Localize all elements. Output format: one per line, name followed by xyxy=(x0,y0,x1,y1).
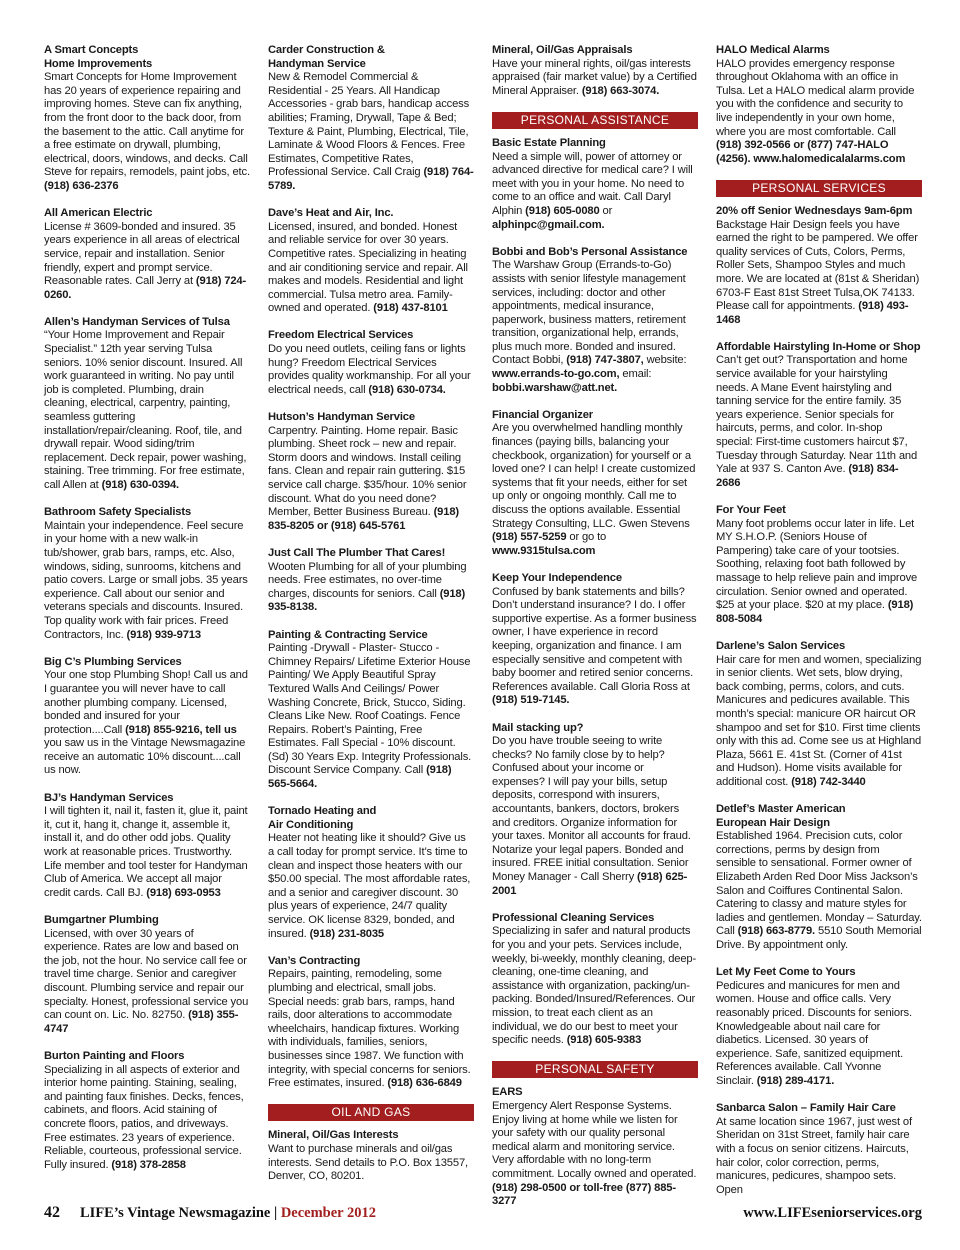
listing-title: BJ’s Handyman Services xyxy=(44,791,174,804)
listing-title: Mail stacking up? xyxy=(492,721,584,734)
listing-title: Just Call The Plumber That Cares! xyxy=(268,546,446,559)
listing-text: The Warshaw Group (Errands-to-Go) assists with senior lifestyle management services, including: doctor and other appointments, medical insurance, paperwork, business matters, retirement transition, organizational help, errands, plus much more. Bonded and insured. Contact Bobbi, xyxy=(492,259,686,367)
listing-contact: (918) 378-2858 xyxy=(111,1158,186,1171)
listing-title: Freedom Electrical Services xyxy=(268,329,414,342)
listing-item xyxy=(268,1129,474,1183)
listing-contact: (918) 557-5259 xyxy=(492,531,567,544)
listing-title: Big C’s Plumbing Services xyxy=(44,655,182,668)
listing-contact: (918) 493-1468 xyxy=(716,300,909,326)
listing-body xyxy=(716,58,922,167)
listing-item xyxy=(716,341,922,491)
listing-text: Do you need outlets, ceiling fans or lights hung? Freedom Electrical Services provides quality workmanship. For all your electrical needs, call xyxy=(268,343,471,396)
listing-item xyxy=(716,205,922,327)
listing-body xyxy=(716,980,922,1089)
listing-body xyxy=(44,221,250,303)
listing-item xyxy=(44,1050,250,1172)
listing-text: Wooten Plumbing for all of your plumbing needs. Free estimates, no over-time charges, discounts for seniors. Call xyxy=(268,560,467,600)
listing-contact-extra: alphinpc@gmail.com. xyxy=(492,218,605,231)
listing-body xyxy=(492,422,698,558)
listing-body xyxy=(268,642,474,792)
listing-text: I will tighten it, nail it, fasten it, glue it, paint it, cut it, hang it, change it, assemble it, install it, and do other odd jobs. Quality work at reasonable prices. Trustworthy. Life member and tool tester for Handyman Club of America. We accept all major credit cards. Call BJ. xyxy=(44,805,248,899)
listing-title: Allen’s Handyman Services of Tulsa xyxy=(44,315,230,328)
listing-text: Need a simple will, power of attorney or advanced directive for medical care? I will meet with you in your home. No need to come to an office and wait. Call Daryl Alphin xyxy=(492,150,693,217)
listing-contact: (918) 355-4747 xyxy=(44,1009,239,1035)
listing-contact: (918) 289-4171. xyxy=(756,1074,835,1087)
listing-text: Do you have trouble seeing to write checks? No family close by to help? Confused about your income or expenses? I will pay your bills, setup deposits, correspond with insurers, accountants, bankers, doctors, brokers and creditors. Organize information for your taxes. Monitor all accounts for fraud. Notarize your legal papers. Bonded and insured. FREE initial consultation. Senior Money Manager - Call Sherry xyxy=(492,735,691,884)
listing-text-after: website: xyxy=(646,354,687,367)
listing-text: Painting -Drywall - Plaster- Stucco - Chimney Repairs/ Lifetime Exterior House Painting/ We Apply Beautiful Spray Textured Walls And Ceilings/ Power Washing Concrete, Brick, Stucco, Siding. Cleans Like New. Roof Coatings. Fence Repairs. Robert’s Painting, Free Estimates. Fall Special - 10% discount. (Sd) 30 Years Exp. Integrity Professionals. Discount Service Company. Call xyxy=(268,642,472,777)
listing-text: Smart Concepts for Home Improvement has 20 years of experience repairing and improving homes. Steve can fix anything, from the front door to the back door, from the basement to the attic. Call anytime for a free estimate on drywall, plumbing, electrical, doors, windows, and decks. Call Steve for repairs, remodels, paint jobs, etc. xyxy=(44,71,250,179)
page-number: 42 xyxy=(44,1204,60,1221)
listing-text: Carpentry. Painting. Home repair. Basic plumbing. Sheet rock – new and repair. Storm doors and windows. Install ceiling fans. Clean and repair rain guttering. $15 service call charge. $35/hour. 10% senior discount. What do you need done? Member, Better Business Bureau. xyxy=(268,424,467,519)
listing-item xyxy=(492,912,698,1048)
page-footer xyxy=(44,1204,922,1226)
listing-item xyxy=(44,656,250,778)
listing-text: HALO provides emergency response throughout Oklahoma with an office in Tulsa. Let a HALO medical alarm provide you with the confidence and security to live independently in your own home, where you are most comfortable. Call xyxy=(716,57,915,138)
listing-item xyxy=(44,316,250,493)
listing-body xyxy=(44,329,250,492)
listing-contact-extra: bobbi.warshaw@att.net. xyxy=(492,381,618,394)
listing-contact: (918) 724-0260. xyxy=(44,275,247,301)
listing-item xyxy=(268,207,474,316)
listing-contact: (918) 298-0500 or toll-free (877) 885-3277 xyxy=(492,1181,676,1208)
listing-item xyxy=(716,504,922,626)
listing-body xyxy=(44,71,250,193)
listing-item xyxy=(716,44,922,166)
listing-text: Confused by bank statements and bills? Don’t understand insurance? I do. I offer supportive expertise. As a former business owner, I have experience in record keeping, organization and finance. I am especially sensitive and competent with baby boomer and retired senior concerns. References available. Call Gloria Ross at xyxy=(492,585,697,693)
listing-body xyxy=(492,1100,698,1209)
listing-contact: (918) 835-8205 or (918) 645-5761 xyxy=(268,506,459,532)
listing-text: Pedicures and manicures for men and women. House and office calls. Very reasonably priced. Discounts for seniors. Knowledgeable about nail care for diabetics. Licensed. 30 years of experience. Safe, sanitized equipment. References available. Call Yvonne Sinclair. xyxy=(716,979,912,1087)
listing-item xyxy=(44,207,250,302)
listing-contact: (918) 742-3440 xyxy=(791,775,866,788)
listing-title: Financial Organizer xyxy=(492,408,593,421)
listing-contact: (918) 437-8101 xyxy=(373,302,448,315)
listing-text: Many foot problems occur later in life. Let MY S.H.O.P. (Seniors House of Pampering) take care of your tootsies. Soothing, relaxing foot bath followed by massage to help relieve pain and improve circulation. Senior owned and operated. $25 at your place. $20 at my place. xyxy=(716,517,918,612)
listing-body xyxy=(268,425,474,534)
listing-item xyxy=(268,805,474,941)
listing-title: Van’s Contracting xyxy=(268,954,361,967)
listing-title: Darlene’s Salon Services xyxy=(716,639,846,652)
listing-text: Are you overwhelmed handling monthly finances (paying bills, balancing your checkbook, organization) for yourself or a loved one? I can help! I create customized systems that fit your needs, either for set up only or ongoing monthly. Call me to discuss the options available. Essential Strategy Consulting, LLC. Gwen Stevens xyxy=(492,422,696,530)
listing-contact: (918) 693-0953 xyxy=(146,886,221,899)
listing-body xyxy=(492,925,698,1047)
section-banner: OIL AND GAS xyxy=(268,1104,474,1121)
listing-text-after: or go to xyxy=(569,531,607,544)
listing-text: At same location since 1967, just west of Sheridan on 31st Street, family hair care with a focus on senior citizens. Haircuts, hair color, color correction, perms, manicures, pedicures, shampoo sets. Open xyxy=(716,1115,912,1196)
listing-item xyxy=(44,44,250,194)
listing-body xyxy=(716,654,922,790)
listing-item xyxy=(492,137,698,232)
listing-text: Maintain your independence. Feel secure in your home with a new walk-in tub/shower, grab bars, ramps, etc. Also, windows, siding, sunrooms, kitchens and patio covers. Large or small jobs. 35 years experience. Call about our senior and veterans specials and discounts. Insured. Top quality work with fair prices. Freed Contractors, Inc. xyxy=(44,519,248,641)
listing-contact: (918) 625-2001 xyxy=(492,871,688,897)
magazine-name: LIFE’s Vintage Newsmagazine xyxy=(80,1205,271,1221)
listing-text-after: email: xyxy=(622,368,652,381)
listing-body xyxy=(492,151,698,233)
listing-contact: (918) 808-5084 xyxy=(716,599,914,625)
listing-text: Specializing in all aspects of exterior and interior home painting. Staining, sealing, and painting faux finishes. Decks, fences, cabinets, and floors. Acid staining of concrete floors, patios, and driveways. Free estimates. 23 years of experience. Reliable, courteous, professional service. Fully insured. xyxy=(44,1063,244,1171)
listing-item xyxy=(268,44,474,194)
listing-text: New & Remodel Commercial & Residential - 25 Years. All Handicap Accessories - grab bars, handicap access abilities; Framing, Drywall, Tape & Bed; Texture & Paint, Plumbing, Electrical, Tile, Laminate & Wood Floors & Fences. Free Estimates, Competitive Rates, Professional Service. Call Craig xyxy=(268,71,470,179)
listing-text: License # 3609-bonded and insured. 35 years experience in all areas of electrical service, repair and installation. Senior friendly, expert and prompt service. Reasonable rates. Call Jerry at xyxy=(44,220,240,288)
column-4 xyxy=(716,44,922,1194)
listing-body xyxy=(268,561,474,615)
listing-title: Dave’s Heat and Air, Inc. xyxy=(268,207,394,220)
listing-contact: (918) 834-2686 xyxy=(716,463,899,489)
listing-title: All American Electric xyxy=(44,207,153,220)
listing-title: HALO Medical Alarms xyxy=(716,44,830,56)
listing-body xyxy=(44,520,250,642)
listing-contact: (918) 663-8779. xyxy=(737,925,816,938)
listing-title: EARS xyxy=(492,1086,523,1099)
listing-contact: (918) 231-8035 xyxy=(309,927,384,940)
listing-contact: (918) 519-7145. xyxy=(492,694,570,707)
listing-title: Bathroom Safety Specialists xyxy=(44,506,192,519)
listing-body xyxy=(492,586,698,708)
column-3 xyxy=(492,44,698,1208)
listing-item xyxy=(268,411,474,533)
listing-text-after: 5510 South Memorial Drive. By appointment only. xyxy=(716,925,922,951)
listing-item xyxy=(268,329,474,397)
listing-body xyxy=(492,259,698,395)
listing-contact: (918) 636-6849 xyxy=(387,1077,462,1090)
listing-contact: (918) 636-2376 xyxy=(44,179,119,192)
listing-body xyxy=(492,735,698,898)
listing-body xyxy=(268,71,474,193)
listing-body xyxy=(44,1064,250,1173)
listing-title: 20% off Senior Wednesdays 9am-6pm xyxy=(716,204,913,217)
listing-item xyxy=(716,966,922,1088)
listing-body xyxy=(716,354,922,490)
listing-item xyxy=(716,1102,922,1197)
listing-title: Carder Construction & Handyman Service xyxy=(268,44,385,70)
listing-title: Painting & Contracting Service xyxy=(268,628,428,641)
listing-contact: (918) 630-0734. xyxy=(368,383,446,396)
listing-contact: (918) 939-9713 xyxy=(126,628,201,641)
issue-date: December 2012 xyxy=(280,1205,376,1221)
listing-text: “Your Home Improvement and Repair Specialist.” 12th year serving Tulsa seniors. 10% senior discount. Insured. All work guaranteed in writing. No pay until job is completed. Plumbing, drain cleaning, electrical, carpentry, painting, seamless guttering installation/repair/cleaning. Roof, tile, and drywall repair. Wood siding/trim replacement. Deck repair, power washing, staining. Tree trimming. For free estimate, call Allen at xyxy=(44,329,247,491)
listing-title: Mineral, Oil/Gas Interests xyxy=(268,1129,399,1142)
listing-body xyxy=(268,968,474,1090)
footer-separator: | xyxy=(274,1205,278,1221)
listing-body xyxy=(716,1116,922,1198)
listing-item xyxy=(268,547,474,615)
listing-text: Emergency Alert Response Systems. Enjoy living at home while we listen for your safety with our quality personal medical alarm and monitoring service. Very affordable with no long-term commitment. Locally owned and operated. xyxy=(492,1099,697,1180)
listing-item xyxy=(492,409,698,559)
listing-title: Keep Your Independence xyxy=(492,571,622,584)
listing-text: Licensed, insured, and bonded. Honest and reliable service for over 30 years. Competitive rates. Specializing in heating and air conditioning service and repair. All makes and models. Residential and light commercial. Tulsa metro area. Family-owned and operated. xyxy=(268,220,468,315)
listing-item xyxy=(268,629,474,792)
magazine-title xyxy=(80,1205,376,1222)
listing-item xyxy=(44,506,250,642)
listing-contact: (918) 392-0566 or (877) 747-HALO (4256). www.halomedicalalarms.com xyxy=(716,139,906,165)
website-link[interactable]: www.LIFEseniorservices.org xyxy=(743,1205,922,1221)
listing-title: Mineral, Oil/Gas Appraisals xyxy=(492,44,633,56)
listing-text: Specializing in safer and natural products for you and your pets. Services include, weekly, bi-weekly, monthly cleaning, deep-cleaning, one-time cleaning, and assistance with organization, packing/un-packing. Bonded/Insured/References. Our mission, to treat each client as an individual, we do our best to meet your specific needs. xyxy=(492,925,697,1047)
listing-body xyxy=(716,518,922,627)
listing-item xyxy=(492,572,698,708)
listing-item xyxy=(492,44,698,98)
listing-text-after: you saw us in the Vintage Newsmagazine receive an automatic 10% discount....call us now. xyxy=(44,737,246,777)
listing-contact: (918) 663-3074. xyxy=(581,84,660,97)
listing-item xyxy=(492,1086,698,1208)
listing-text: Can’t get out? Transportation and home service available for your hairstyling needs. A Mane Event hairstyling and tanning service for the entire family. 35 years experience. Senior specials for haircuts, perms, and color. In-shop special: First-time customers haircut $7, Tuesday through Saturday. Near 11th and Yale at 937 S. Canton Ave. xyxy=(716,354,918,476)
listing-body xyxy=(716,219,922,328)
listing-contact: (918) 855-9216, tell us xyxy=(125,723,237,736)
column-2 xyxy=(268,44,474,1194)
listing-item xyxy=(716,640,922,790)
listing-text: Have your mineral rights, oil/gas interests appraised (fair market value) by a Certified Mineral Appraiser. xyxy=(492,57,697,97)
listing-contact: (918) 935-8138. xyxy=(268,587,466,614)
listing-title: A Smart Concepts Home Improvements xyxy=(44,44,153,70)
listing-contact: (918) 630-0394. xyxy=(101,479,179,491)
listing-contact-extra: www.errands-to-go.com, xyxy=(492,368,620,381)
listing-text: Licensed, with over 30 years of experience. Rates are low and based on the job, not the hour. No service call fee or travel time charge. Senior and caregiver discount. Plumbing service and repair our specialty. Honest, professional service you can count on. Lic. No. 82750. xyxy=(44,927,249,1022)
listing-body xyxy=(44,928,250,1037)
column-1 xyxy=(44,44,250,1194)
listing-contact-extra: www.9315tulsa.com xyxy=(492,544,596,557)
listing-title: Bobbi and Bob’s Personal Assistance xyxy=(492,245,688,258)
listing-body xyxy=(268,832,474,941)
listing-contact: (918) 605-0080 xyxy=(525,204,600,217)
listing-text: Backstage Hair Design feels you have earned the right to be pampered. We offer quality services of Cuts, Colors, Perms, Roller Sets, Shampoo Styles and much more. We are located at (81st & Sheridan) 6703-F East 81st Street Tulsa,OK 74133. Please call for appointments. xyxy=(716,218,920,313)
listing-item xyxy=(44,914,250,1036)
listing-text: Want to purchase minerals and oil/gas interests. Send details to P.O. Box 13557, Denver, CO, 80201. xyxy=(268,1142,468,1183)
listing-item xyxy=(716,803,922,953)
listing-text: Established 1964. Precision cuts, color corrections, perms by design from sensible to sensational. Former owner of Elizabeth Arden Red Door Miss Jackson’s Salon and Coiffures Continental Salon. Catering to classy and mature styles for ladies and gentlemen. Monday – Saturday. Call xyxy=(716,830,922,938)
listing-item xyxy=(492,722,698,899)
section-banner: PERSONAL SERVICES xyxy=(716,180,922,197)
section-banner: PERSONAL SAFETY xyxy=(492,1061,698,1078)
listing-title: Sanbarca Salon – Family Hair Care xyxy=(716,1102,896,1115)
listing-text: Repairs, painting, remodeling, some plumbing and electrical, small jobs. Special needs: grab bars, ramps, hand rails, door alterations to accommodate wheelchairs, handicap fixtures. Working with individuals, families, seniors, businesses since 1987. We function with integrity, with special concerns for seniors. Free estimates, insured. xyxy=(268,968,471,1090)
listing-title: Detlef’s Master American European Hair Design xyxy=(716,803,846,829)
listing-text: Hair care for men and women, specializing in senior clients. Wet sets, blow drying, back combing, perms, colors, and cuts. Manicures and pedicures available. This month’s special: manicure OR haircut OR shampoo and set for $10. First time clients only with this ad. Come see us at Highland Plaza, 5661 E. 41st St. (Corner of 41st and Hudson). Home visits available for additional cost. xyxy=(716,653,922,788)
listing-item xyxy=(44,792,250,901)
listing-body xyxy=(44,669,250,778)
classified-columns xyxy=(44,44,922,1208)
listing-contact: (918) 764-5789. xyxy=(268,166,474,192)
listing-contact: (918) 565-5664. xyxy=(268,764,452,791)
listing-title: Professional Cleaning Services xyxy=(492,911,655,924)
listing-text-after: or xyxy=(602,204,613,217)
section-banner: PERSONAL ASSISTANCE xyxy=(492,112,698,129)
listing-body xyxy=(268,343,474,397)
listing-title: Let My Feet Come to Yours xyxy=(716,966,856,979)
listing-item xyxy=(492,246,698,396)
listing-title: Tornado Heating and Air Conditioning xyxy=(268,805,377,831)
listing-item xyxy=(268,955,474,1091)
listing-contact: (918) 605-9383 xyxy=(566,1034,642,1047)
listing-text: Your one stop Plumbing Shop! Call us and I guarantee you will never have to call another plumbing company. Licensed, bonded and insured for your protection....Call xyxy=(44,669,248,736)
listing-title: Burton Painting and Floors xyxy=(44,1049,185,1062)
listing-contact: (918) 747-3807, xyxy=(566,354,644,367)
listing-title: Hutson’s Handyman Service xyxy=(268,411,415,424)
listing-body xyxy=(268,221,474,316)
listing-title: For Your Feet xyxy=(716,504,786,516)
listing-body xyxy=(268,1143,474,1184)
listing-body xyxy=(44,805,250,900)
listing-title: Bumgartner Plumbing xyxy=(44,914,159,926)
listing-title: Basic Estate Planning xyxy=(492,136,606,149)
listing-text: Heater not heating like it should? Give us a call today for prompt service. It’s time to clean and inspect those heaters with our $50.00 special. The most affordable rates, and a senior and caregiver discount. 30 plus years of experience, 24/7 quality service. OK license 8329, bonded, and insured. xyxy=(268,832,471,940)
listing-body xyxy=(716,830,922,952)
listing-title: Affordable Hairstyling In-Home or Shop xyxy=(716,340,921,353)
listing-body xyxy=(492,58,698,99)
